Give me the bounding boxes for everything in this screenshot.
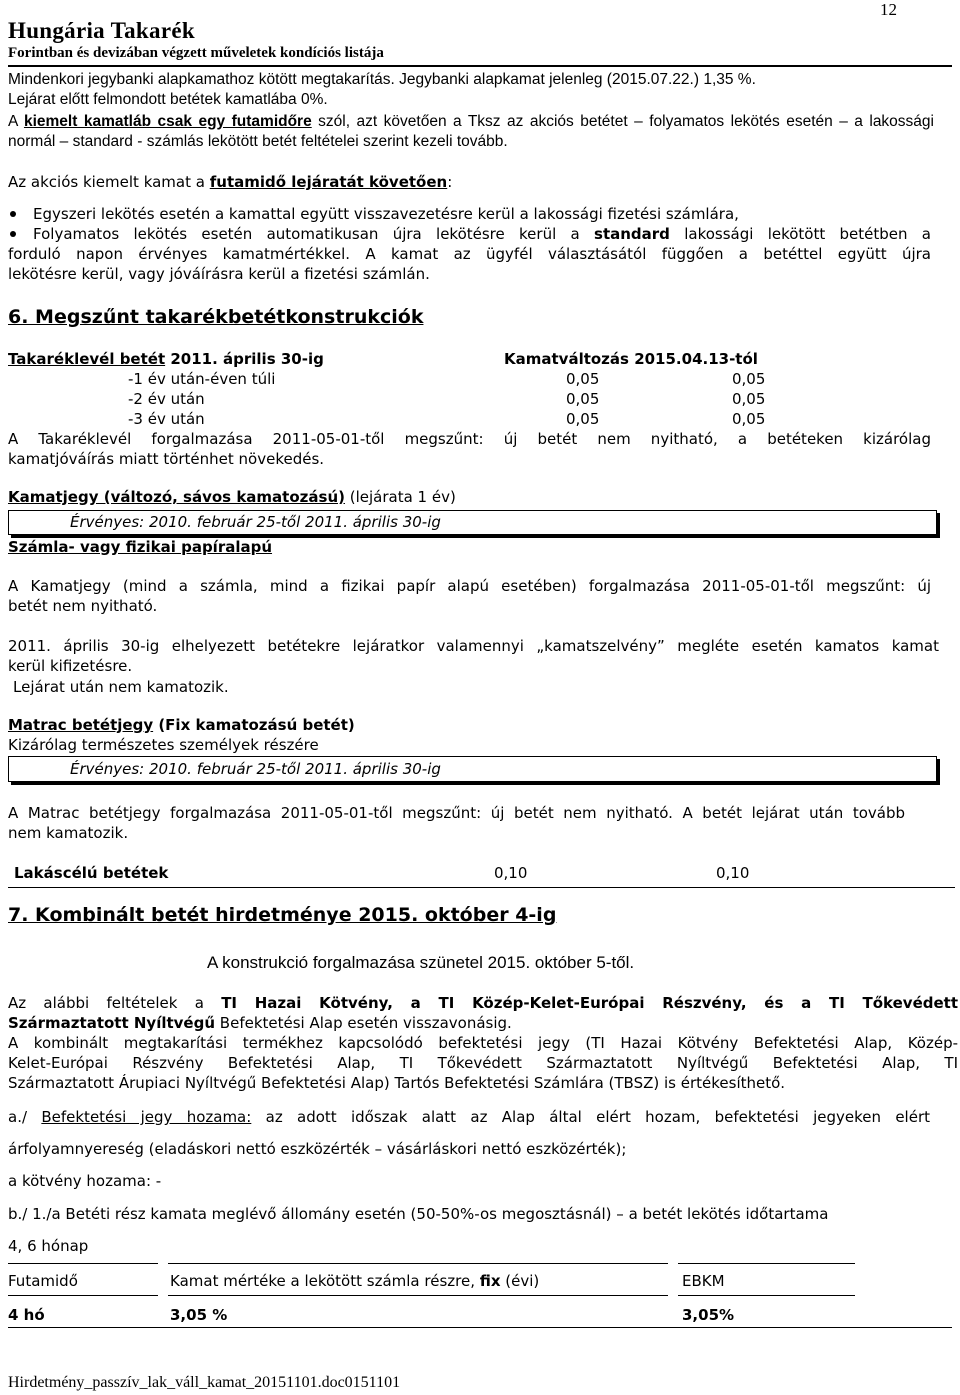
table-bottom-rule (8, 1327, 952, 1328)
takareklevel-note-2: kamatjóváírás miatt történhet növekedés. (8, 450, 325, 468)
suspended-notice: A konstrukció forgalmazása szünetel 2015. október 5-től. (207, 953, 635, 972)
footer-filename: Hirdetmény_passzív_lak_váll_kamat_20151101.doc0151101 (8, 1374, 401, 1391)
intro-p3-rest: szól, azt követően a Tksz az akciós betétet – folyamatos lekötés esetén – a lakossági normál – standard - számlás lekötött betét feltételei szerint kezeli tovább. (8, 113, 934, 150)
kamatjegy-2011-1: 2011. április 30-ig elhelyezett betétekre lejáratkor valamennyi „kamatszelvény” megléte esetén kamatos kamat (8, 637, 939, 655)
rate-row-1-v1: 0,05 (566, 370, 600, 388)
takareklevel-date: 2011. április 30-ig (165, 350, 324, 368)
akcios-bullet-2-a: Folyamatos lekötés esetén automatikusan újra lekötésre kerül a (33, 225, 595, 243)
intro-p3-highlight: kiemelt kamatláb csak egy futamidőre (23, 113, 312, 130)
rate-row-2-v2: 0,05 (732, 390, 766, 408)
s7-a-link: Befektetési jegy hozama: (41, 1108, 252, 1126)
matrac-note-1: A Matrac betétjegy forgalmazása 2011-05-01-től megszűnt: új betét nem nyitható. A betét lejárat után tovább (8, 804, 905, 822)
matrac-name: Matrac betétjegy (8, 716, 154, 734)
s7-p1-line2 (8, 1013, 512, 1033)
akcios-cont-2: lekötésre kerül, vagy jóváírásra kerül a fizetési számlán. (8, 265, 430, 283)
takareklevel-name: Takaréklevél betét (8, 350, 166, 368)
table-cell-ebkm: 3,05% (682, 1306, 735, 1324)
table-header-rule-2 (168, 1295, 668, 1296)
akcios-lead-c: : (447, 173, 453, 191)
lakascelu-rule (8, 887, 955, 888)
kamatjegy-note-2: betét nem nyitható. (8, 597, 158, 615)
section-7-heading: 7. Kombinált betét hirdetménye 2015. október 4-ig (8, 904, 557, 926)
table-top-rule-3 (678, 1263, 855, 1264)
intro-line-2: Lejárat előtt felmondott betétek kamatlába 0%. (8, 91, 328, 108)
table-header-rule-3 (678, 1295, 855, 1296)
table-header-kamat (170, 1271, 539, 1291)
table-header-futamido: Futamidő (8, 1272, 78, 1290)
rate-row-2-label: -2 év után (128, 390, 205, 408)
kotveny-hozama: a kötvény hozama: - (8, 1172, 162, 1190)
s7-p1-a: Az alábbi feltételek a (8, 994, 222, 1012)
kamatjegy-term: (lejárata 1 év) (344, 488, 456, 506)
kamatjegy-2011-2: kerül kifizetésre. (8, 657, 133, 675)
s7-p1-b: TI Hazai Kötvény, a TI Közép-Kelet-Európai Részvény, és a TI Tőkevédett (221, 994, 959, 1012)
akcios-lead-b: futamidő lejáratát követően (209, 173, 448, 191)
akcios-bullet-2-c: lakossági lekötött betétben a (669, 225, 931, 243)
s7-a-rest: az adott időszak alatt az Alap által elért hozam, befektetési jegyeken elért (251, 1108, 930, 1126)
kamatjegy-validity: Érvényes: 2010. február 25-től 2011. április 30-ig (70, 513, 441, 531)
takareklevel-title (8, 349, 324, 369)
bullet-1 (10, 211, 16, 217)
matrac-sub: Kizárólag természetes személyek részére (8, 736, 319, 754)
s7-p1-line1 (8, 993, 958, 1013)
bank-title: Hungária Takarék (8, 18, 195, 43)
kamatvaltozas-header: Kamatváltozás 2015.04.13-tól (504, 350, 758, 368)
table-header-rule-1 (8, 1295, 158, 1296)
section-6-heading: 6. Megszűnt takarékbetétkonstrukciók (8, 306, 424, 328)
intro-p3-a: A (8, 113, 24, 130)
rate-row-2-v1: 0,05 (566, 390, 600, 408)
matrac-validity: Érvényes: 2010. február 25-től 2011. április 30-ig (70, 760, 441, 778)
document-subtitle: Forintban és devizában végzett műveletek kondíciós listája (8, 45, 384, 61)
s7-a-line1 (8, 1107, 930, 1127)
s7-p1-d: Befektetési Alap esetén visszavonásig. (215, 1014, 512, 1032)
rate-row-3-label: -3 év után (128, 410, 205, 428)
takareklevel-note-1: A Takaréklevél forgalmazása 2011-05-01-től megszűnt: új betét nem nyitható, a betéteken kizárólag (8, 430, 931, 448)
rate-row-3-v2: 0,05 (732, 410, 766, 428)
table-top-rule-1 (8, 1263, 158, 1264)
kamatjegy-name: Kamatjegy (változó, sávos kamatozású) (8, 488, 345, 506)
akcios-bullet-2-b: standard (594, 225, 670, 243)
lakascelu-v1: 0,10 (494, 864, 528, 882)
akcios-bullet-2 (33, 224, 931, 244)
lakascelu-label: Lakáscélú betétek (14, 864, 169, 882)
table-cell-kamat: 3,05 % (170, 1306, 228, 1324)
kamatjegy-note-1: A Kamatjegy (mind a számla, mind a fizikai papír alapú esetében) forgalmazása 2011-05-01-től megszűnt: új (8, 577, 931, 595)
akcios-cont-1: forduló napon érvényes kamatmértékkel. A kamat az ügyfél választásától függően a betéttel együtt újra (8, 245, 931, 263)
akcios-bullet-1: Egyszeri lekötés esetén a kamattal együtt visszavezetésre kerül a lakossági fizetési számlára, (33, 205, 739, 223)
matrac-title (8, 715, 355, 735)
s7-p2-line1: A kombinált megtakarítási termékhez kapcsolódó befektetési jegy (TI Hazai Kötvény Befektetési Alap, Közép- (8, 1034, 958, 1052)
s7-b-line2: 4, 6 hónap (8, 1237, 89, 1255)
table-header-evi: (évi) (500, 1272, 540, 1290)
s7-a-line2: árfolyamnyereség (eladáskori nettó eszközérték – vásárláskori nettó eszközérték); (8, 1140, 627, 1158)
rate-row-3-v1: 0,05 (566, 410, 600, 428)
kamatjegy-title (8, 487, 456, 507)
akcios-lead-a: Az akciós kiemelt kamat a (8, 173, 210, 191)
header-rule (8, 65, 952, 67)
s7-p2-line2: Kelet-Európai Részvény Befektetési Alap, TI Tőkevédett Származtatott Nyíltvégű Befektetési Alap, TI (8, 1054, 958, 1072)
rate-row-1-v2: 0,05 (732, 370, 766, 388)
szamla-label: Számla- vagy fizikai papíralapú (8, 538, 273, 556)
bullet-2 (10, 231, 16, 237)
table-header-fix: fix (479, 1272, 501, 1290)
s7-p2-line3: Származtatott Árupiaci Nyíltvégű Befektetési Alap) Tartós Befektetési Számlára (TBSZ) is értékesíthető. (8, 1074, 786, 1092)
table-top-rule-2 (168, 1263, 668, 1264)
matrac-note-2: nem kamatozik. (8, 824, 129, 842)
intro-line-1: Mindenkori jegybanki alapkamathoz kötött megtakarítás. Jegybanki alapkamat jelenleg (2015.07.22.) 1,35 %. (8, 71, 756, 88)
lakascelu-v2: 0,10 (716, 864, 750, 882)
s7-a-prefix: a./ (8, 1108, 42, 1126)
table-cell-futamido: 4 hó (8, 1306, 45, 1324)
lejarat-note: Lejárat után nem kamatozik. (13, 678, 229, 696)
matrac-type: (Fix kamatozású betét) (153, 716, 355, 734)
table-header-kamat-a: Kamat mértéke a lekötött számla részre, (170, 1272, 480, 1290)
rate-row-1-label: -1 év után-éven túli (128, 370, 276, 388)
s7-b-line1: b./ 1./a Betéti rész kamata meglévő állomány esetén (50-50%-os megosztásnál) – a betét lekötés időtartama (8, 1205, 829, 1223)
table-header-ebkm: EBKM (682, 1272, 725, 1290)
s7-p1-c: Származtatott Nyíltvégű (8, 1014, 216, 1032)
page-number: 12 (880, 0, 897, 19)
akcios-lead (8, 172, 452, 192)
intro-paragraph-3 (8, 112, 934, 152)
